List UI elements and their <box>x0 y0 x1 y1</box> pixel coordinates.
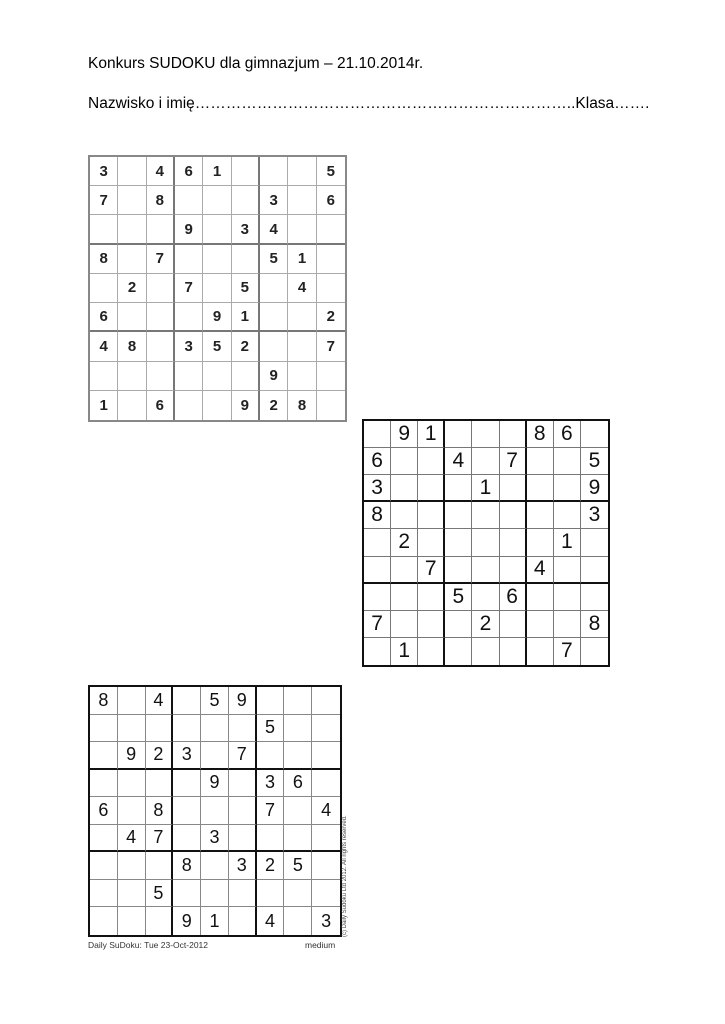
sudoku-cell <box>317 391 345 420</box>
sudoku-cell: 8 <box>146 797 174 825</box>
sudoku-cell <box>391 584 418 611</box>
sudoku-cell <box>317 274 345 303</box>
sudoku-cell: 4 <box>90 332 118 361</box>
sudoku-cell: 9 <box>391 421 418 448</box>
sudoku-cell: 2 <box>118 274 146 303</box>
sudoku-cell <box>173 687 201 715</box>
sudoku-cell <box>581 529 608 556</box>
sudoku-cell <box>391 502 418 529</box>
sudoku-cell <box>472 448 499 475</box>
sudoku-cell <box>500 421 527 448</box>
sudoku-cell: 8 <box>90 687 118 715</box>
sudoku-cell: 6 <box>364 448 391 475</box>
sudoku-cell <box>391 475 418 502</box>
sudoku-cell <box>317 245 345 274</box>
sudoku-cell: 8 <box>581 611 608 638</box>
sudoku-cell: 5 <box>146 880 174 908</box>
sudoku-cell <box>554 448 581 475</box>
sudoku-cell <box>312 880 340 908</box>
sudoku-cell <box>317 362 345 391</box>
sudoku-cell <box>445 421 472 448</box>
sudoku-cell <box>284 687 312 715</box>
sudoku-cell: 9 <box>201 770 229 798</box>
sudoku-cell <box>312 770 340 798</box>
sudoku-cell <box>232 186 260 215</box>
sudoku-cell <box>201 742 229 770</box>
sudoku-cell: 9 <box>118 742 146 770</box>
sudoku-cell <box>146 852 174 880</box>
sudoku-cell: 1 <box>232 303 260 332</box>
sudoku-cell <box>173 825 201 853</box>
sudoku-cell <box>472 557 499 584</box>
sudoku-grid-1 <box>88 155 347 422</box>
sudoku-cell <box>118 797 146 825</box>
sudoku-cell: 9 <box>229 687 257 715</box>
sudoku-cell <box>201 797 229 825</box>
sudoku-cell <box>284 880 312 908</box>
sudoku-cell <box>257 825 285 853</box>
sudoku-cell <box>581 557 608 584</box>
sudoku-cell <box>175 245 203 274</box>
sudoku-cell <box>445 502 472 529</box>
sudoku-cell <box>147 332 175 361</box>
sudoku-cell <box>472 529 499 556</box>
sudoku-cell: 3 <box>232 215 260 244</box>
sudoku-cell <box>472 638 499 665</box>
sudoku-cell <box>90 907 118 935</box>
sudoku-cell <box>581 584 608 611</box>
sudoku-cell <box>147 303 175 332</box>
sudoku-cell: 2 <box>260 391 288 420</box>
sudoku-cell <box>118 362 146 391</box>
sudoku-cell <box>173 797 201 825</box>
sudoku-cell <box>472 584 499 611</box>
sudoku-cell: 7 <box>500 448 527 475</box>
sudoku-cell: 9 <box>173 907 201 935</box>
sudoku-cell <box>90 825 118 853</box>
sudoku-cell <box>418 584 445 611</box>
sudoku-cell <box>90 274 118 303</box>
sudoku-cell: 7 <box>229 742 257 770</box>
sudoku-cell <box>173 770 201 798</box>
sudoku-cell <box>418 475 445 502</box>
sudoku-cell <box>418 611 445 638</box>
sudoku-cell <box>260 303 288 332</box>
sudoku-cell <box>201 715 229 743</box>
sudoku-cell <box>288 186 316 215</box>
sudoku-cell <box>146 770 174 798</box>
sudoku-cell <box>527 448 554 475</box>
sudoku-cell: 8 <box>527 421 554 448</box>
sudoku-cell: 3 <box>364 475 391 502</box>
sudoku-cell: 1 <box>472 475 499 502</box>
sudoku-cell: 7 <box>147 245 175 274</box>
sudoku-cell <box>284 715 312 743</box>
sudoku-cell: 1 <box>418 421 445 448</box>
sudoku-cell <box>147 215 175 244</box>
sudoku-cell <box>146 715 174 743</box>
sudoku-cell <box>581 638 608 665</box>
sudoku-cell: 6 <box>317 186 345 215</box>
sudoku-cell <box>364 638 391 665</box>
sudoku-cell <box>527 584 554 611</box>
sudoku-cell <box>118 687 146 715</box>
sudoku-cell <box>146 907 174 935</box>
sudoku-cell: 1 <box>391 638 418 665</box>
copyright-notice: (c) Daily Sudoku Ltd 2012. All rights reserved. <box>342 815 348 937</box>
sudoku-cell <box>173 715 201 743</box>
sudoku-cell <box>284 742 312 770</box>
sudoku-cell: 5 <box>203 332 231 361</box>
sudoku-cell: 6 <box>284 770 312 798</box>
sudoku-cell <box>175 362 203 391</box>
sudoku-cell <box>257 742 285 770</box>
sudoku-cell: 3 <box>321 910 332 931</box>
sudoku-cell <box>288 332 316 361</box>
sudoku-cell <box>418 529 445 556</box>
name-class-line: Nazwisko i imię………………………………………………………………..Klasa……. <box>88 95 650 112</box>
sudoku-cell: 9 <box>175 215 203 244</box>
sudoku-cell <box>445 557 472 584</box>
sudoku-cell: 7 <box>554 638 581 665</box>
sudoku-cell <box>554 475 581 502</box>
sudoku-cell <box>527 638 554 665</box>
sudoku-cell <box>364 557 391 584</box>
sudoku-cell: 5 <box>445 584 472 611</box>
sudoku-cell: 9 <box>581 475 608 502</box>
sudoku-cell <box>203 274 231 303</box>
sudoku-cell: 7 <box>90 186 118 215</box>
sudoku-cell <box>312 742 340 770</box>
sudoku-cell <box>201 880 229 908</box>
page-title: Konkurs SUDOKU dla gimnazjum – 21.10.2014r. <box>88 55 424 72</box>
sudoku-cell <box>118 186 146 215</box>
sudoku-cell: 4 <box>445 448 472 475</box>
sudoku-cell <box>118 215 146 244</box>
sudoku-cell: 4 <box>257 907 285 935</box>
sudoku-cell <box>391 611 418 638</box>
sudoku-cell: 3 <box>90 157 118 186</box>
sudoku-cell <box>118 245 146 274</box>
difficulty-label: medium <box>305 940 336 950</box>
sudoku-cell <box>90 852 118 880</box>
sudoku-cell <box>527 502 554 529</box>
sudoku-cell: 5 <box>257 715 285 743</box>
sudoku-cell <box>175 186 203 215</box>
sudoku-cell: 7 <box>175 274 203 303</box>
sudoku-cell <box>364 529 391 556</box>
sudoku-cell: 6 <box>90 303 118 332</box>
sudoku-cell <box>118 157 146 186</box>
sudoku-cell: 4 <box>260 215 288 244</box>
sudoku-cell <box>554 584 581 611</box>
sudoku-cell <box>288 215 316 244</box>
sudoku-cell <box>118 770 146 798</box>
sudoku-cell: 1 <box>203 157 231 186</box>
sudoku-cell <box>118 391 146 420</box>
sudoku-cell <box>500 611 527 638</box>
sudoku-cell <box>203 245 231 274</box>
sudoku-cell <box>260 274 288 303</box>
sudoku-cell: 5 <box>232 274 260 303</box>
sudoku-cell <box>229 715 257 743</box>
sudoku-cell <box>527 475 554 502</box>
sudoku-cell: 1 <box>90 391 118 420</box>
sudoku-cell: 5 <box>260 245 288 274</box>
sudoku-cell <box>391 448 418 475</box>
sudoku-cell <box>118 907 146 935</box>
sudoku-cell <box>229 907 257 935</box>
sudoku-cell: 7 <box>418 557 445 584</box>
sudoku-cell <box>288 157 316 186</box>
sudoku-cell: 4 <box>118 825 146 853</box>
sudoku-cell <box>147 362 175 391</box>
sudoku-cell <box>257 880 285 908</box>
sudoku-cell: 4 <box>146 687 174 715</box>
sudoku-cell: 4 <box>288 274 316 303</box>
sudoku-cell: 8 <box>288 391 316 420</box>
sudoku-cell: 7 <box>317 332 345 361</box>
sudoku-cell <box>203 215 231 244</box>
sudoku-cell <box>418 638 445 665</box>
sudoku-cell: 8 <box>173 852 201 880</box>
sudoku-cell <box>364 584 391 611</box>
sudoku-cell <box>445 611 472 638</box>
sudoku-cell <box>147 274 175 303</box>
sudoku-cell: 8 <box>364 502 391 529</box>
sudoku-cell <box>201 852 229 880</box>
sudoku-cell <box>175 391 203 420</box>
sudoku-cell <box>203 186 231 215</box>
sudoku-cell <box>317 215 345 244</box>
sudoku-cell: 8 <box>147 186 175 215</box>
sudoku-cell: 2 <box>391 529 418 556</box>
sudoku-cell: 7 <box>364 611 391 638</box>
sudoku-cell <box>260 332 288 361</box>
sudoku-cell: 6 <box>554 421 581 448</box>
sudoku-cell <box>288 362 316 391</box>
sudoku-cell <box>554 557 581 584</box>
sudoku-cell <box>90 742 118 770</box>
sudoku-cell: 7 <box>146 825 174 853</box>
sudoku-cell <box>418 502 445 529</box>
sudoku-cell <box>175 303 203 332</box>
sudoku-cell: 9 <box>232 391 260 420</box>
sudoku-cell <box>229 770 257 798</box>
sudoku-cell <box>203 362 231 391</box>
sudoku-cell <box>527 611 554 638</box>
sudoku-cell <box>554 611 581 638</box>
sudoku-cell <box>500 557 527 584</box>
sudoku-cell: 5 <box>317 157 345 186</box>
sudoku-cell: 2 <box>257 852 285 880</box>
sudoku-cell <box>232 362 260 391</box>
sudoku-cell: 8 <box>118 332 146 361</box>
sudoku-cell: 4 <box>312 797 340 825</box>
sudoku-cell: 4 <box>527 557 554 584</box>
sudoku-cell: 9 <box>203 303 231 332</box>
sudoku-cell: 1 <box>201 907 229 935</box>
sudoku-cell: 6 <box>90 797 118 825</box>
sudoku-cell: 7 <box>257 797 285 825</box>
sudoku-cell <box>229 880 257 908</box>
sudoku-cell: 3 <box>229 852 257 880</box>
sudoku-cell <box>527 529 554 556</box>
sudoku-cell <box>90 215 118 244</box>
sudoku-cell <box>260 157 288 186</box>
sudoku-cell: 3 <box>581 502 608 529</box>
sudoku-cell <box>391 557 418 584</box>
sudoku-cell <box>554 502 581 529</box>
sudoku-cell <box>500 502 527 529</box>
sudoku-cell <box>232 245 260 274</box>
sudoku-cell: 2 <box>317 303 345 332</box>
sudoku-cell <box>364 421 391 448</box>
sudoku-cell: 4 <box>147 157 175 186</box>
sudoku-cell <box>118 852 146 880</box>
sudoku-cell <box>118 303 146 332</box>
sudoku-cell <box>90 362 118 391</box>
sudoku-cell <box>173 880 201 908</box>
sudoku-cell <box>418 448 445 475</box>
sudoku-cell: 2 <box>146 742 174 770</box>
sudoku-cell: 5 <box>581 448 608 475</box>
sudoku-cell <box>229 825 257 853</box>
sudoku-cell <box>312 825 340 853</box>
sudoku-cell <box>312 852 340 880</box>
sudoku-cell <box>312 715 340 743</box>
sudoku-cell <box>472 502 499 529</box>
sudoku-cell: 3 <box>201 825 229 853</box>
sudoku-cell: 9 <box>260 362 288 391</box>
sudoku-cell: 1 <box>288 245 316 274</box>
sudoku-cell <box>284 825 312 853</box>
sudoku-cell <box>257 687 285 715</box>
sudoku-cell: 1 <box>554 529 581 556</box>
sudoku-cell: 2 <box>472 611 499 638</box>
sudoku-cell: 8 <box>90 245 118 274</box>
sudoku-source-date: Daily SuDoku: Tue 23-Oct-2012 <box>88 940 209 950</box>
sudoku-cell <box>288 303 316 332</box>
sudoku-cell: 3 <box>260 186 288 215</box>
sudoku-cell <box>472 421 499 448</box>
sudoku-cell <box>90 880 118 908</box>
sudoku-cell <box>500 475 527 502</box>
sudoku-cell: 6 <box>175 157 203 186</box>
sudoku-cell: 3 <box>173 742 201 770</box>
sudoku-cell <box>203 391 231 420</box>
sudoku-grid-2 <box>362 419 610 667</box>
sudoku-cell <box>581 421 608 448</box>
sudoku-cell: 6 <box>147 391 175 420</box>
sudoku-cell: 3 <box>257 770 285 798</box>
sudoku-cell: 3 <box>175 332 203 361</box>
sudoku-cell <box>284 797 312 825</box>
sudoku-cell <box>500 529 527 556</box>
sudoku-cell <box>445 475 472 502</box>
sudoku-cell <box>229 797 257 825</box>
sudoku-cell <box>312 687 340 715</box>
sudoku-grid-3 <box>88 685 342 937</box>
sudoku-cell: 2 <box>232 332 260 361</box>
sudoku-cell <box>90 715 118 743</box>
sudoku-cell <box>232 157 260 186</box>
sudoku-cell <box>500 638 527 665</box>
sudoku-cell: 6 <box>500 584 527 611</box>
sudoku-cell <box>118 715 146 743</box>
sudoku-cell: 5 <box>201 687 229 715</box>
sudoku-cell <box>284 907 312 935</box>
sudoku-cell <box>90 770 118 798</box>
sudoku-cell <box>118 880 146 908</box>
sudoku-cell <box>445 638 472 665</box>
sudoku-cell <box>445 529 472 556</box>
sudoku-cell: 5 <box>284 852 312 880</box>
